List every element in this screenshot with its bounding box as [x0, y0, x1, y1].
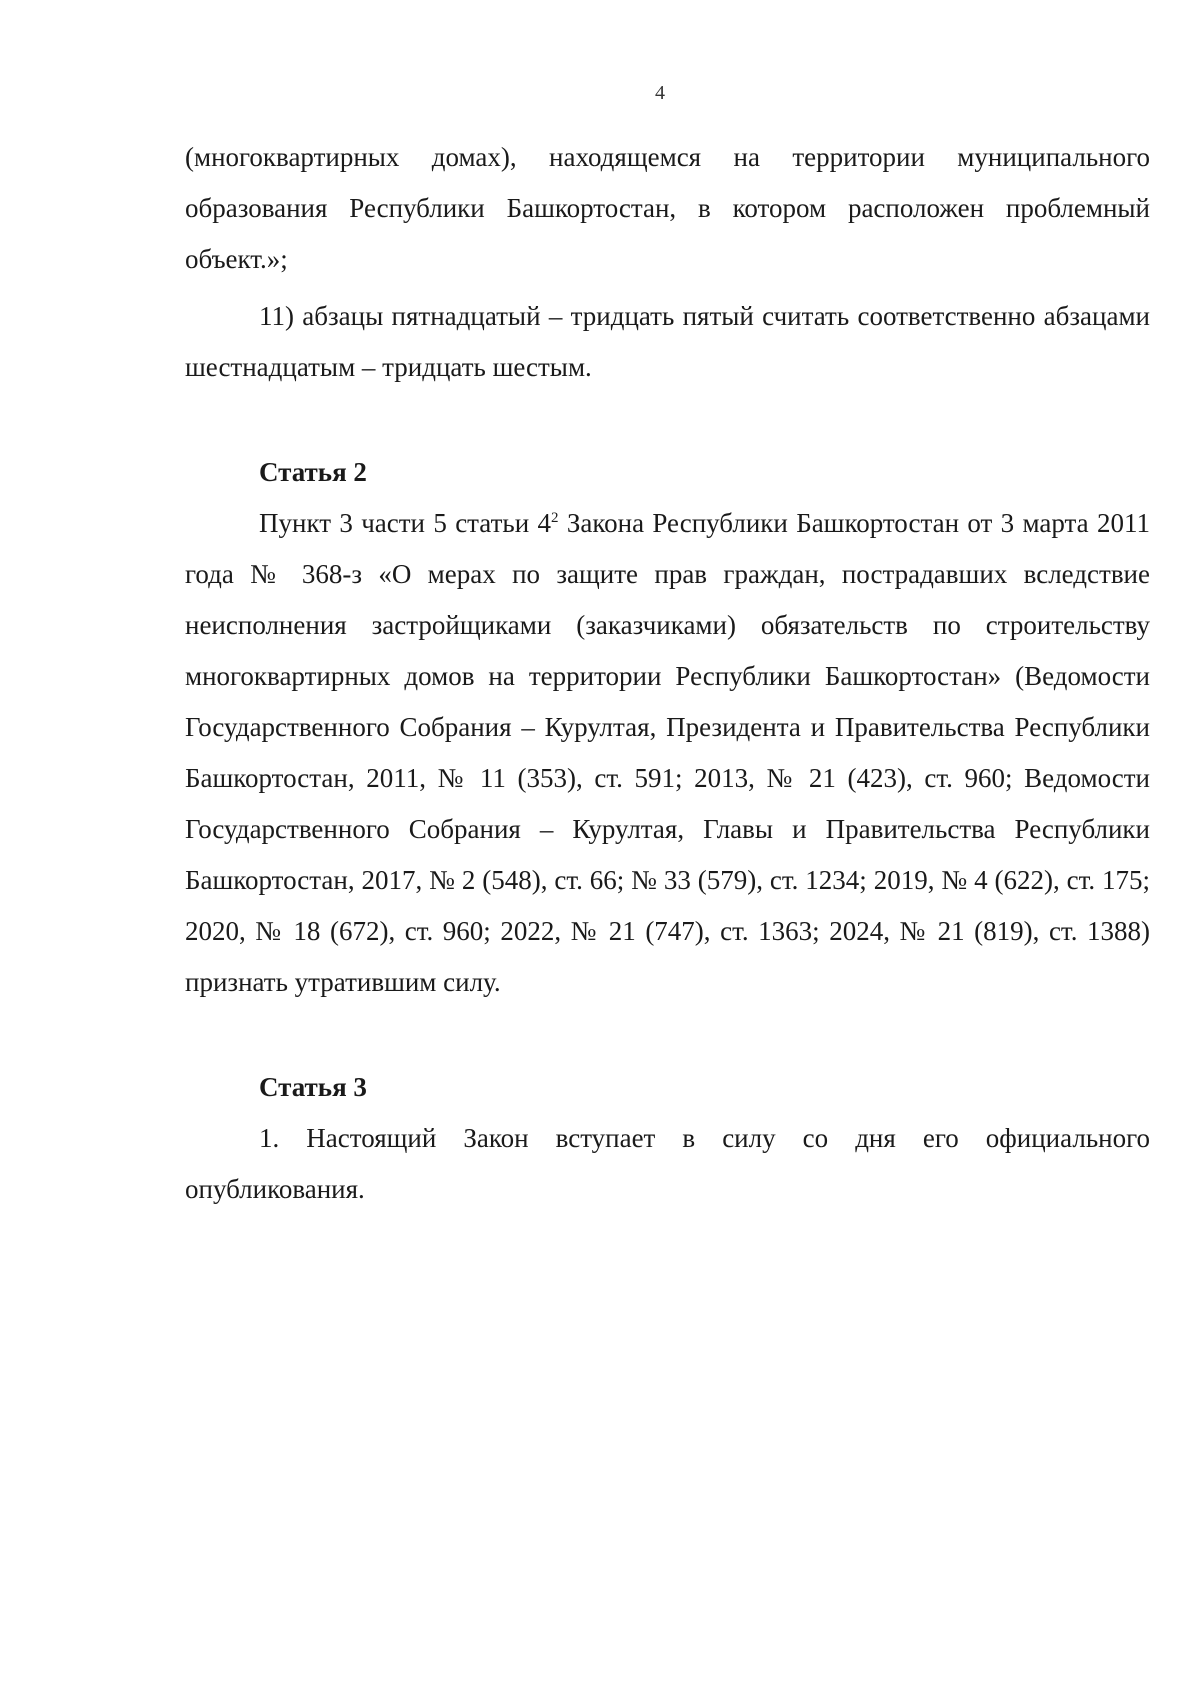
page-number: 4: [655, 82, 665, 104]
paragraph-continuation: (многоквартирных домах), находящемся на территории муниципального образования Республики Башкортостан, в котором расположен проблемный объект.»;: [185, 142, 1150, 274]
article-2-text: [185, 498, 1150, 1008]
article-3-heading: Статья 3: [259, 1072, 367, 1102]
article-2-heading: Статья 2: [259, 457, 367, 487]
article-2-text-start: Пункт 3 части 5 статьи 4: [259, 508, 552, 538]
article-2-superscript: 2: [551, 510, 559, 526]
document-body: [185, 132, 1150, 1215]
paragraph-item-11: 11) абзацы пятнадцатый – тридцать пятый считать соответственно абзацами шестнадцатым – тридцать шестым.: [185, 301, 1150, 382]
article-2-text-rest: Закона Республики Башкортостан от 3 марта 2011 года № 368-з «О мерах по защите прав граждан, пострадавших вследствие неисполнения застройщиками (заказчиками) обязательств по строительству многоквартирных домов на территории Республики Башкортостан» (Ведомости Государственного Собрания – Курултая, Президента и Правительства Республики Башкортостан, 2011, № 11 (353), ст. 591; 2013, № 21 (423), ст. 960; Ведомости Государственного Собрания – Курултая, Главы и Правительства Республики Башкортостан, 2017, № 2 (548), ст. 66; № 33 (579), ст. 1234; 2019, № 4 (622), ст. 175; 2020, № 18 (672), ст. 960; 2022, № 21 (747), ст. 1363; 2024, № 21 (819), ст. 1388) признать утратившим силу.: [185, 508, 1151, 997]
article-3-text: 1. Настоящий Закон вступает в силу со дня его официального опубликования.: [185, 1123, 1150, 1204]
